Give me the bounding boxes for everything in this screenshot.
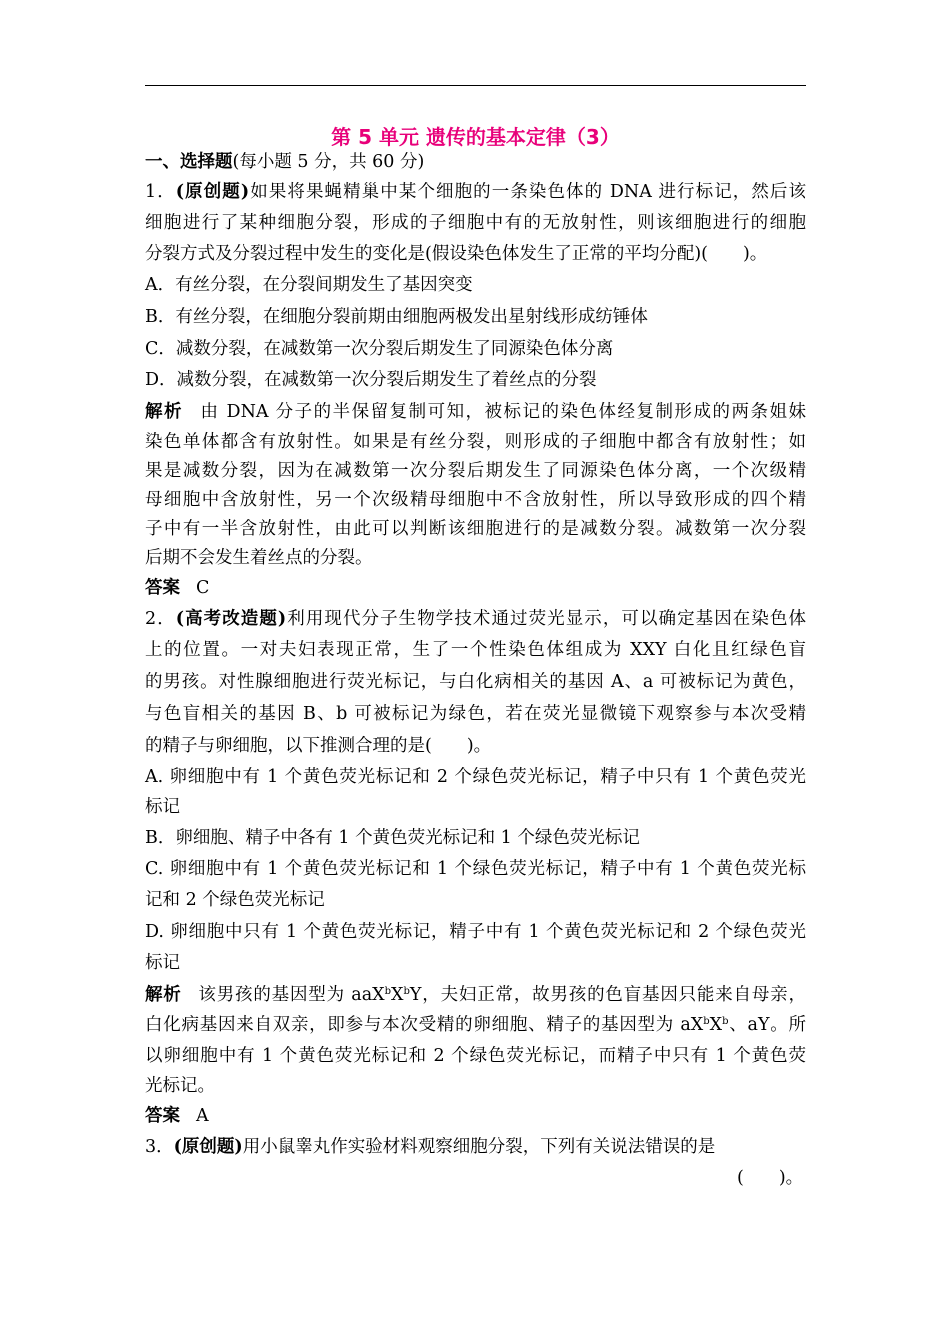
header-rule <box>145 85 806 86</box>
page-title: 第 5 单元 遗传的基本定律（3） <box>331 125 620 149</box>
q2-stem-line: 的精子与卵细胞，以下推测合理的是( )。 <box>145 736 492 756</box>
q2-option-b: B．卵细胞、精子中各有 1 个黄色荧光标记和 1 个绿色荧光标记 <box>145 828 640 848</box>
q1-analysis-line: 解析 由 DNA 分子的半保留复制可知，被标记的染色体经复制形成的两条姐妹 <box>145 402 807 422</box>
q2-option-a-cont: 标记 <box>145 797 180 817</box>
q2-stem-line: 上的位置。一对夫妇表现正常，生了一个性染色体组成为 XXY 白化且红绿色盲 <box>145 640 806 660</box>
q2-option-a: A. 卵细胞中有 1 个黄色荧光标记和 2 个绿色荧光标记，精子中只有 1 个黄色荧光 <box>145 767 806 787</box>
q2-option-c-cont: 记和 2 个绿色荧光标记 <box>145 890 325 910</box>
q1-option-d: D．减数分裂，在减数第一次分裂后期发生了着丝点的分裂 <box>145 370 597 390</box>
q1-analysis-line: 后期不会发生着丝点的分裂。 <box>145 548 373 568</box>
q2-analysis-line: 解析 该男孩的基因型为 $aaX^bX^bY$，夫妇正常，故男孩的色盲基因只能来自母亲， <box>145 985 806 1005</box>
q2-stem-line: 与色盲相关的基因 B、b 可被标记为绿色，若在荧光显微镜下观察参与本次受精 <box>145 704 806 724</box>
q1-answer: 答案 C <box>145 578 210 598</box>
q2-option-c: C. 卵细胞中有 1 个黄色荧光标记和 1 个绿色荧光标记，精子中有 1 个黄色荧光标 <box>145 859 806 879</box>
q2-option-d: D. 卵细胞中只有 1 个黄色荧光标记，精子中有 1 个黄色荧光标记和 2 个绿色荧光 <box>145 922 806 942</box>
q1-analysis-line: 果是减数分裂，因为在减数第一次分裂后期发生了同源染色体分离，一个次级精 <box>145 461 806 481</box>
q1-analysis-line: 母细胞中含放射性，另一个次级精母细胞中不含放射性，所以导致形成的四个精 <box>145 490 806 510</box>
q1-option-c: C．减数分裂，在减数第一次分裂后期发生了同源染色体分离 <box>145 339 614 359</box>
q2-analysis-line: 白化病基因来自双亲，即参与本次受精的卵细胞、精子的基因型为 $aX^bX^b$、aY。所 <box>145 1015 806 1035</box>
q1-stem-line: 细胞进行了某种细胞分裂，形成的子细胞中有的无放射性，则该细胞进行的细胞 <box>145 213 806 233</box>
q2-analysis-line: 以卵细胞中有 1 个黄色荧光标记和 2 个绿色荧光标记，而精子中只有 1 个黄色荧 <box>145 1046 806 1066</box>
q1-analysis-line: 染色单体都含有放射性。如果是有丝分裂，则形成的子细胞中都含有放射性；如 <box>145 432 806 452</box>
section-heading: 一、选择题(每小题 5 分，共 60 分) <box>145 152 425 172</box>
q3-answer-blank: ( )。 <box>737 1168 804 1188</box>
q1-option-a: A．有丝分裂，在分裂间期发生了基因突变 <box>145 275 473 295</box>
q2-analysis-line: 光标记。 <box>145 1076 215 1096</box>
q2-answer: 答案 A <box>145 1106 209 1126</box>
q1-stem-line: 分裂方式及分裂过程中发生的变化是(假设染色体发生了正常的平均分配)( )。 <box>145 244 768 264</box>
q1-analysis-line: 子中有一半含放射性，由此可以判断该细胞进行的是减数分裂。减数第一次分裂 <box>145 519 806 539</box>
q2-stem-line: 2．(高考改造题)利用现代分子生物学技术通过荧光显示，可以确定基因在染色体 <box>145 609 807 629</box>
q1-stem-line: 1．(原创题)如果将果蝇精巢中某个细胞的一条染色体的 DNA 进行标记，然后该 <box>145 182 807 202</box>
q3-stem-line: 3．(原创题)用小鼠睾丸作实验材料观察细胞分裂，下列有关说法错误的是 <box>145 1137 716 1157</box>
q2-option-d-cont: 标记 <box>145 953 180 973</box>
q1-option-b: B．有丝分裂，在细胞分裂前期由细胞两极发出星射线形成纺锤体 <box>145 307 648 327</box>
q2-stem-line: 的男孩。对性腺细胞进行荧光标记，与白化病相关的基因 A、a 可被标记为黄色， <box>145 672 806 692</box>
